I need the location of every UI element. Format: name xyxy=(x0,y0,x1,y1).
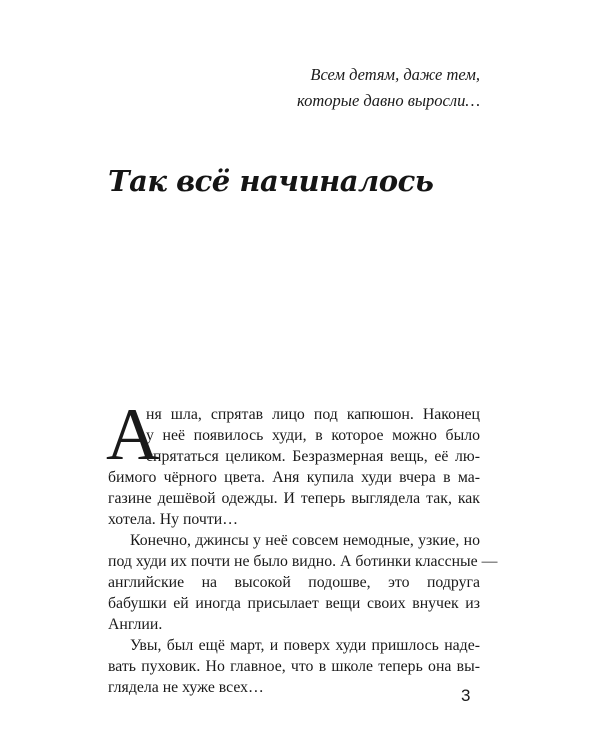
text-line: глядела не хуже всех… xyxy=(108,679,264,696)
body-text xyxy=(106,394,498,698)
text-line: английские на высокой подошве, это подруга xyxy=(108,574,480,591)
text-line: Конечно, джинсы у неё совсем немодные, узкие, но xyxy=(130,532,480,549)
drop-cap: А xyxy=(106,394,160,476)
paragraph-3 xyxy=(108,635,480,698)
epigraph-line: Всем детям, даже тем, xyxy=(310,65,480,84)
text-line: у неё появилось худи, в которое можно было xyxy=(146,427,480,444)
page-number: 3 xyxy=(461,686,471,705)
text-line: вать пуховик. Но главное, что в школе теперь она вы- xyxy=(108,658,480,675)
paragraph-1 xyxy=(108,404,480,530)
epigraph xyxy=(297,62,480,114)
paragraph-2 xyxy=(108,530,498,635)
text-line: Увы, был ещё март, и поверх худи пришлось наде- xyxy=(130,637,480,654)
text-line: под худи их почти не было видно. А ботинки классные — xyxy=(108,553,498,570)
text-line: газине дешёвой одежды. И теперь выглядела так, как xyxy=(108,490,480,507)
text-line: ня шла, спрятав лицо под капюшон. Наконец xyxy=(146,406,480,423)
epigraph-line: которые давно выросли… xyxy=(297,91,480,110)
text-line: хотела. Ну почти… xyxy=(108,511,238,528)
text-line: бабушки ей иногда присылает вещи своих внучек из xyxy=(108,595,480,612)
text-line: Англии. xyxy=(108,616,163,633)
text-line: спрятаться целиком. Безразмерная вещь, её лю- xyxy=(146,448,480,465)
text-line: бимого чёрного цвета. Аня купила худи вчера в ма- xyxy=(108,469,480,486)
chapter-title: Так всё начиналось xyxy=(108,164,434,198)
